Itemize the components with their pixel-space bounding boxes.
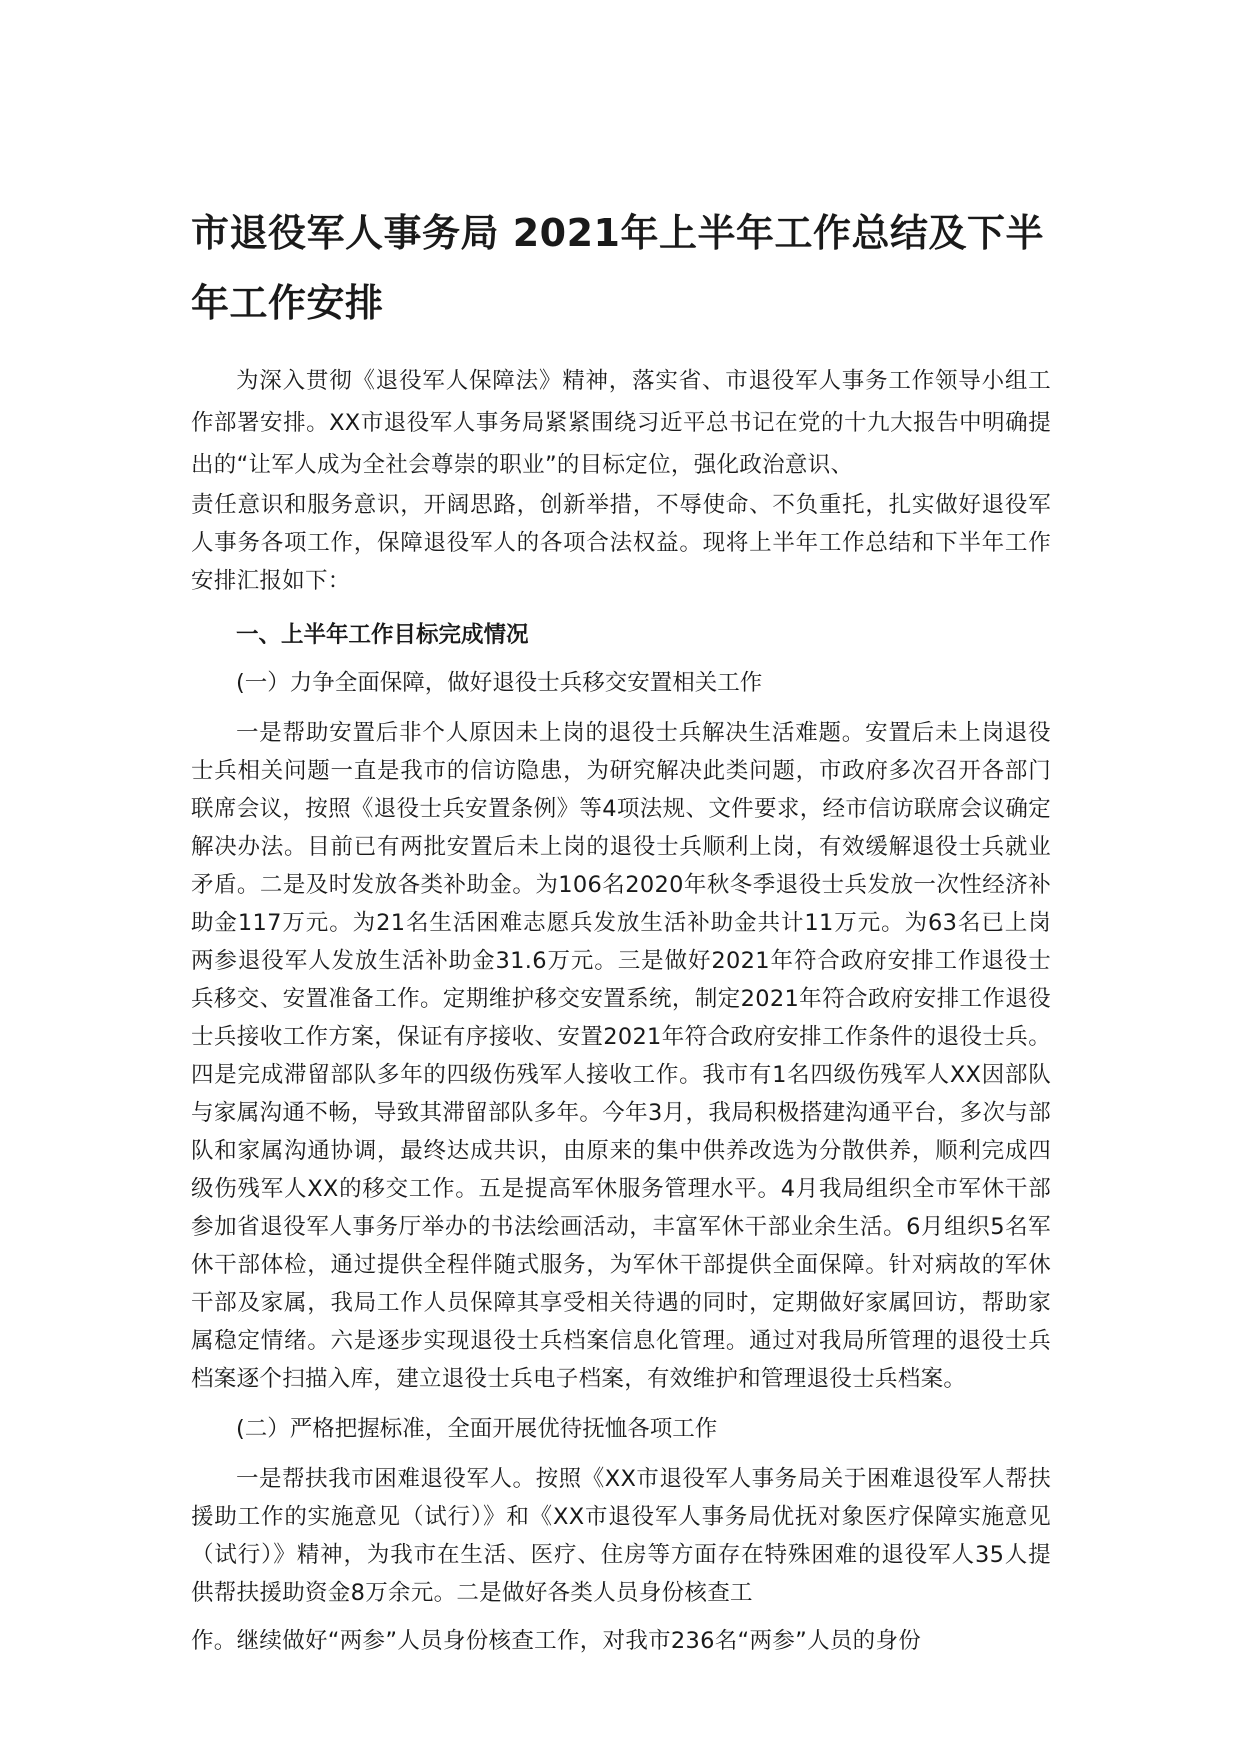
intro-paragraph-part1: 为深入贯彻《退役军人保障法》精神，落实省、市退役军人事务工作领导小组工作部署安排。XX市退役军人事务局紧紧围绕习近平总书记在党的十九大报告中明确提出的“让军人成为全社会尊崇的职业”的目标定位，强化政治意识、 <box>191 368 1051 478</box>
document-body <box>191 198 1051 1660</box>
intro-paragraph-part2: 责任意识和服务意识，开阔思路，创新举措，不辱使命、不负重托，扎实做好退役军人事务各项工作，保障退役军人的各项合法权益。现将上半年工作总结和下半年工作安排汇报如下： <box>191 492 1051 594</box>
section1-heading: 一、上半年工作目标完成情况 <box>236 622 529 648</box>
subsection1-body: 一是帮助安置后非个人原因未上岗的退役士兵解决生活难题。安置后未上岗退役士兵相关问题一直是我市的信访隐患，为研究解决此类问题，市政府多次召开各部门联席会议，按照《退役士兵安置条例》等4项法规、文件要求，经市信访联席会议确定解决办法。目前已有两批安置后未上岗的退役士兵顺利上岗，有效缓解退役士兵就业矛盾。二是及时发放各类补助金。为106名2020年秋冬季退役士兵发放一次性经济补助金117万元。为21名生活困难志愿兵发放生活补助金共计11万元。为63名已上岗两参退役军人发放生活补助金31.6万元。三是做好2021年符合政府安排工作退役士兵移交、安置准备工作。定期维护移交安置系统，制定2021年符合政府安排工作退役士兵接收工作方案，保证有序接收、安置2021年符合政府安排工作条件的退役士兵。四是完成滞留部队多年的四级伤残军人接收工作。我市有1名四级伤残军人XX因部队与家属沟通不畅，导致其滞留部队多年。今年3月，我局积极搭建沟通平台，多次与部队和家属沟通协调，最终达成共识，由原来的集中供养改选为分散供养，顺利完成四级伤残军人XX的移交工作。五是提高军休服务管理水平。4月我局组织全市军休干部参加省退役军人事务厅举办的书法绘画活动，丰富军休干部业余生活。6月组织5名军休干部体检，通过提供全程伴随式服务，为军休干部提供全面保障。针对病故的军休干部及家属，我局工作人员保障其享受相关待遇的同时，定期做好家属回访，帮助家属稳定情绪。六是逐步实现退役士兵档案信息化管理。通过对我局所管理的退役士兵档案逐个扫描入库，建立退役士兵电子档案，有效维护和管理退役士兵档案。 <box>191 720 1051 1392</box>
subsection2-heading: (二）严格把握标准，全面开展优待抚恤各项工作 <box>236 1416 718 1442</box>
subsection2-body-tail: 作。继续做好“两参”人员身份核查工作，对我市236名“两参”人员的身份 <box>191 1628 922 1654</box>
subsection2-body: 一是帮扶我市困难退役军人。按照《XX市退役军人事务局关于困难退役军人帮扶援助工作的实施意见（试行）》和《XX市退役军人事务局优抚对象医疗保障实施意见（试行）》精神，为我市在生活、医疗、住房等方面存在特殊困难的退役军人35人提供帮扶援助资金8万余元。二是做好各类人员身份核查工 <box>191 1466 1051 1606</box>
subsection1-heading: (一）力争全面保障，做好退役士兵移交安置相关工作 <box>236 670 763 696</box>
document-title: 市退役军人事务局 2021年上半年工作总结及下半年工作安排 <box>191 211 1044 325</box>
